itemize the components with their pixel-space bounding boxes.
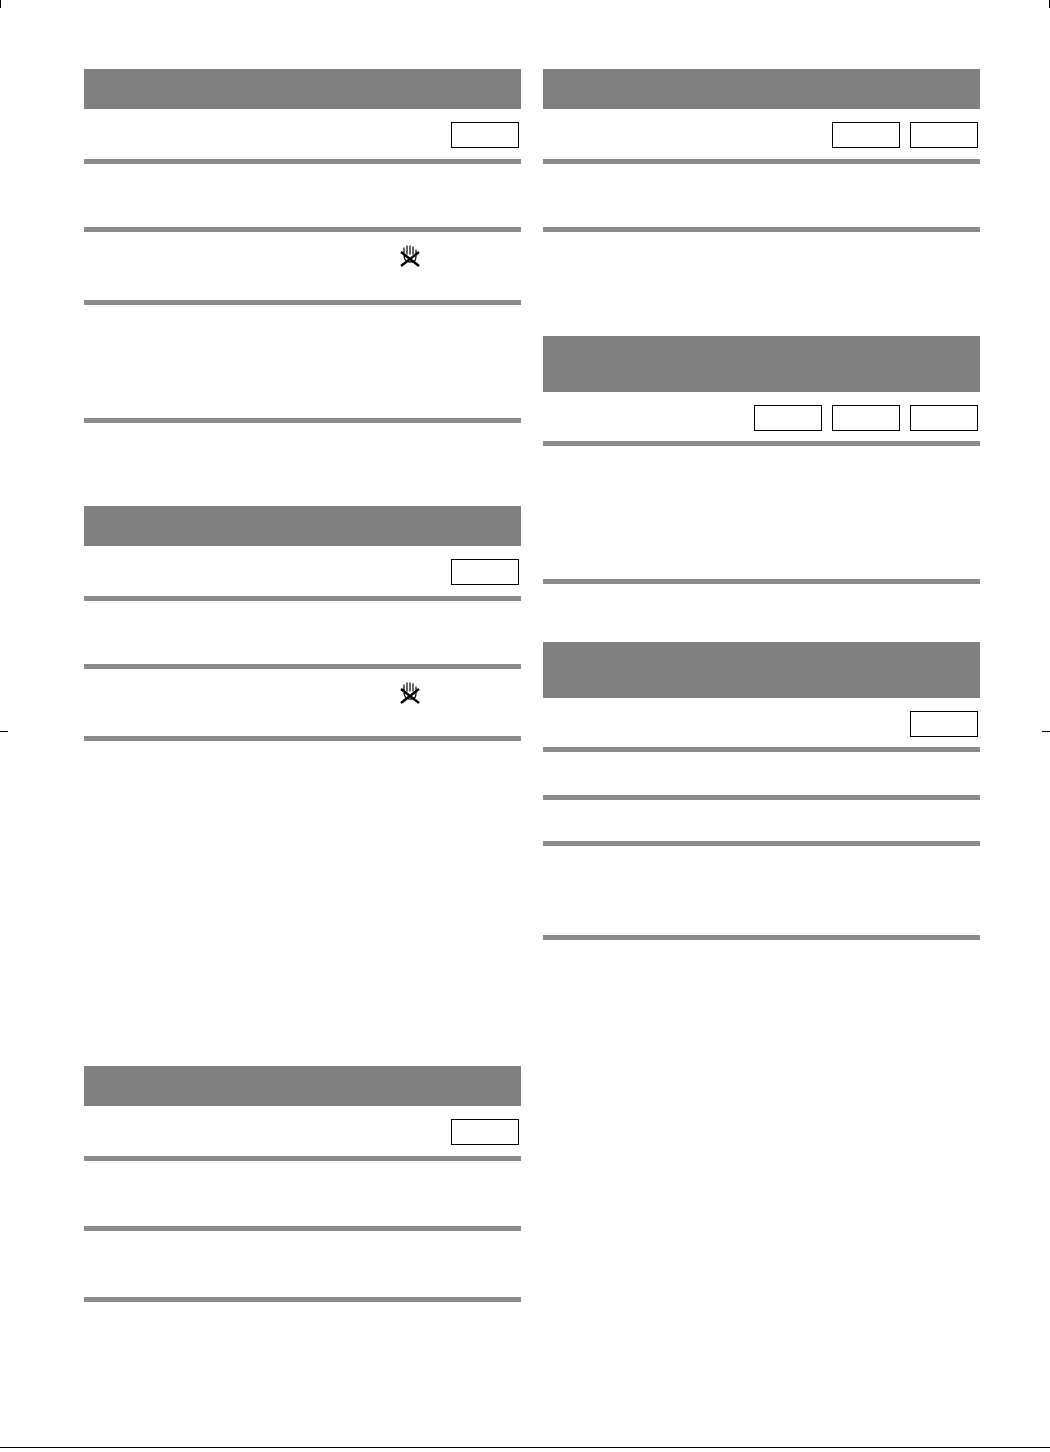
divider-rule — [84, 596, 521, 601]
function-box-2 — [451, 559, 519, 585]
crop-mark-mid-left — [0, 731, 8, 732]
function-box-3 — [451, 1119, 519, 1145]
divider-rule — [84, 1156, 521, 1161]
function-box-4b — [910, 122, 978, 148]
divider-rule — [543, 795, 980, 800]
divider-rule — [543, 159, 980, 164]
section-header-5 — [543, 336, 980, 392]
section-header-1 — [84, 69, 521, 109]
divider-rule — [543, 441, 980, 446]
divider-rule — [84, 227, 521, 232]
hand-warning-icon — [398, 681, 422, 705]
divider-rule — [84, 418, 521, 423]
section-header-2 — [84, 506, 521, 546]
function-box-4a — [832, 122, 900, 148]
function-box-1 — [451, 122, 519, 148]
function-box-5c — [910, 405, 978, 431]
divider-rule — [543, 227, 980, 232]
divider-rule — [84, 736, 521, 741]
divider-rule — [84, 300, 521, 305]
divider-rule — [543, 841, 980, 846]
crop-mark-mid-right — [1042, 731, 1050, 732]
section-header-3 — [84, 1066, 521, 1106]
section-header-4 — [543, 69, 980, 109]
divider-rule — [84, 1226, 521, 1231]
page-footer-line — [0, 1447, 1050, 1448]
divider-rule — [543, 579, 980, 584]
section-header-6 — [543, 642, 980, 698]
function-box-5b — [832, 405, 900, 431]
hand-warning-icon — [398, 244, 422, 268]
divider-rule — [543, 747, 980, 752]
divider-rule — [84, 664, 521, 669]
crop-mark-top-left — [0, 0, 1, 8]
function-box-5a — [754, 405, 822, 431]
function-box-6 — [910, 711, 978, 737]
divider-rule — [543, 935, 980, 940]
divider-rule — [84, 159, 521, 164]
divider-rule — [84, 1297, 521, 1302]
